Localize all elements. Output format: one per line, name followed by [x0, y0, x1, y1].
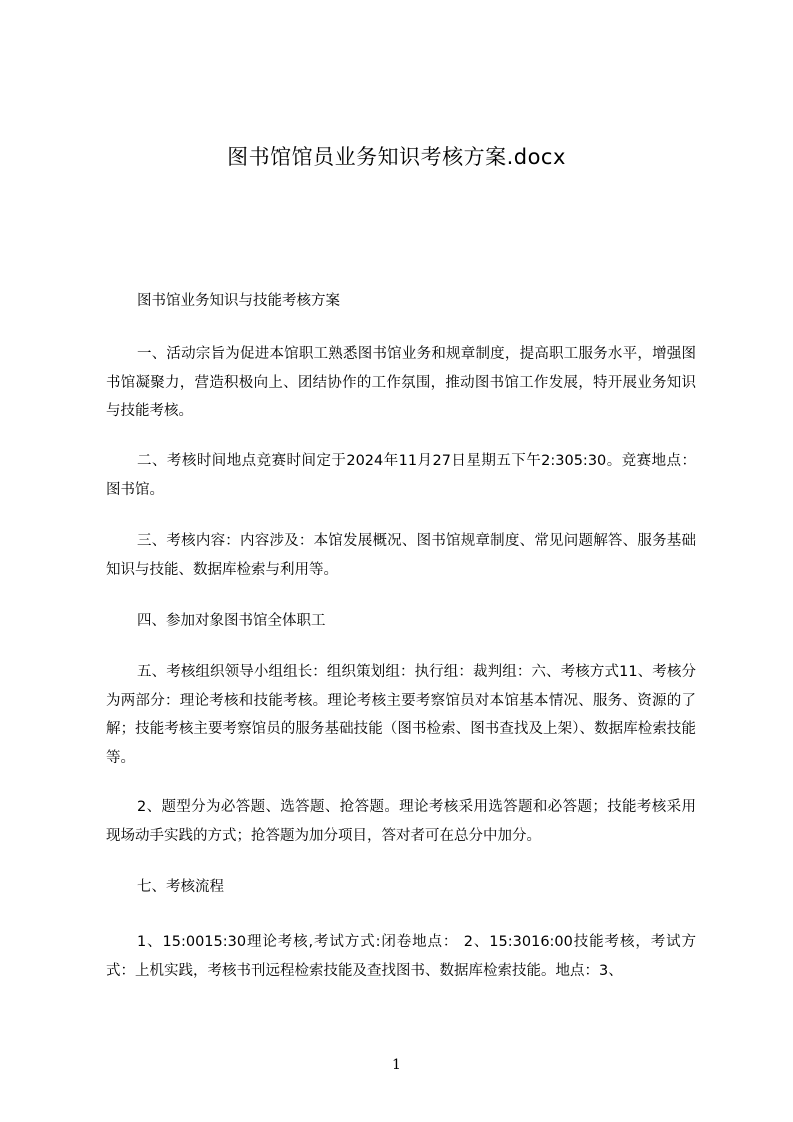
- paragraph-time-location: 二、考核时间地点竞赛时间定于2024年11月27日星期五下午2:305:30。竞赛地点：图书馆。: [106, 453, 696, 498]
- page-number: 1: [392, 1057, 401, 1073]
- paragraph-process-heading: 七、考核流程: [137, 879, 224, 895]
- paragraph-organization: 五、考核组织领导小组组长：组织策划组：执行组：裁判组：六、考核方式11、考核分为两部分：理论考核和技能考核。理论考核主要考察馆员对本馆基本情况、服务、资源的了解；技能考核主要考察馆员的服务基础技能（图书检索、图书查找及上架）、数据库检索技能等。: [106, 664, 696, 766]
- section-heading: 图书馆业务知识与技能考核方案: [137, 293, 340, 309]
- paragraph-question-types: 2、题型分为必答题、选答题、抢答题。理论考核采用选答题和必答题；技能考核采用现场动手实践的方式；抢答题为加分项目，答对者可在总分中加分。: [106, 799, 696, 844]
- paragraph-purpose: 一、活动宗旨为促进本馆职工熟悉图书馆业务和规章制度，提高职工服务水平，增强图书馆凝聚力，营造积极向上、团结协作的工作氛围，推动图书馆工作发展，特开展业务知识与技能考核。: [106, 346, 696, 419]
- document-title: 图书馆馆员业务知识考核方案.docx: [227, 145, 566, 169]
- paragraph-process-steps: 1、15:0015:30理论考核,考试方式:闭卷地点： 2、15:3016:00技能考核，考试方式：上机实践，考核书刊远程检索技能及查找图书、数据库检索技能。地点：3、: [106, 934, 696, 979]
- paragraph-participants: 四、参加对象图书馆全体职工: [137, 613, 326, 629]
- paragraph-content: 三、考核内容：内容涉及：本馆发展概况、图书馆规章制度、常见问题解答、服务基础知识与技能、数据库检索与利用等。: [106, 533, 696, 578]
